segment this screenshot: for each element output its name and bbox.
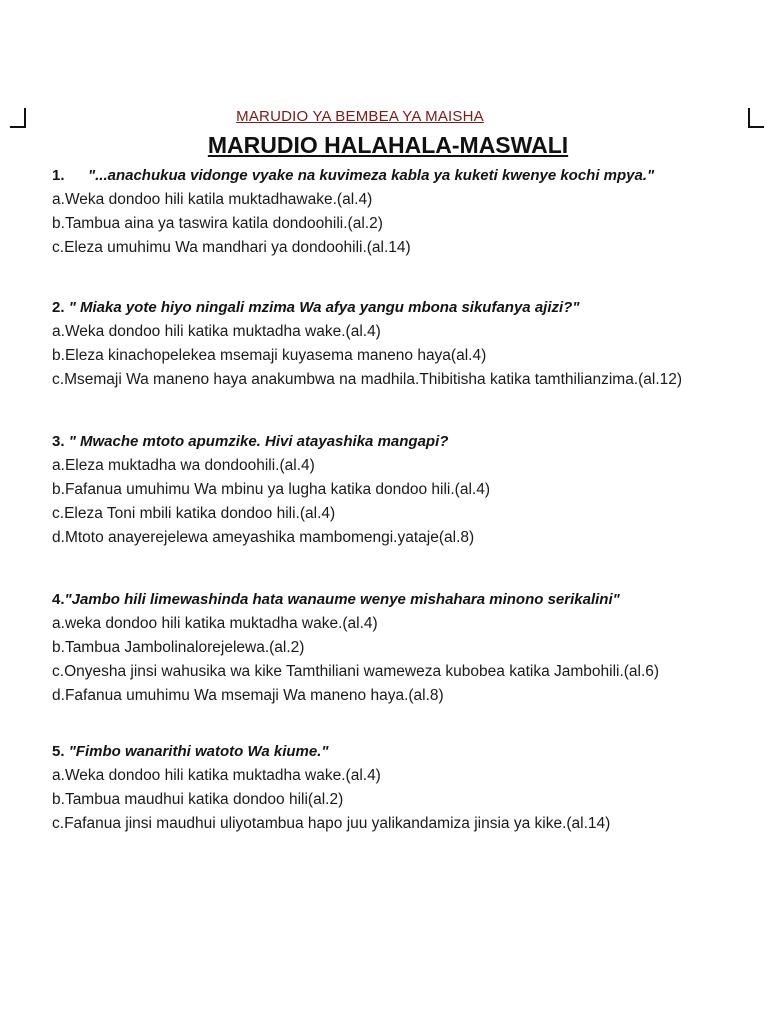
part-label: c. xyxy=(52,815,65,832)
question-quote: "...anachukua vidonge vyake na kuvimeza kabla ya kuketi kwenye kochi mpya." xyxy=(88,167,655,184)
question-part xyxy=(52,502,752,526)
question-part xyxy=(52,188,752,212)
part-text: Eleza muktadha wa dondoohili.(al.4) xyxy=(64,457,315,474)
part-text: weka dondoo hili katika muktadha wake.(al.4) xyxy=(64,615,378,632)
question-stem xyxy=(52,740,752,764)
part-text: Mtoto anayerejelewa ameyashika mambomengi.yataje(al.8) xyxy=(64,529,475,546)
question-stem xyxy=(52,164,752,188)
question-number: 4. xyxy=(52,591,65,608)
question-parts xyxy=(52,612,752,708)
part-label: b. xyxy=(52,347,65,364)
question-number: 2. xyxy=(52,299,65,316)
part-label: a. xyxy=(52,457,65,474)
question-parts xyxy=(52,188,752,260)
part-text: Weka dondoo hili katila muktadhawake.(al.4) xyxy=(64,191,373,208)
question-1 xyxy=(52,164,752,260)
part-text: Tambua maudhui katika dondoo hili(al.2) xyxy=(64,791,344,808)
question-part xyxy=(52,788,752,812)
part-text: Tambua Jambolinalorejelewa.(al.2) xyxy=(64,639,305,656)
question-part xyxy=(52,684,752,708)
question-part xyxy=(52,636,752,660)
part-text: Msemaji Wa maneno haya anakumbwa na madhila.Thibitisha katika tamthilianzima.(al.12) xyxy=(64,371,683,388)
question-stem xyxy=(52,588,752,612)
part-label: c. xyxy=(52,663,65,680)
question-parts xyxy=(52,320,752,392)
part-label: d. xyxy=(52,687,65,704)
question-part xyxy=(52,764,752,788)
part-text: Fafanua jinsi maudhui uliyotambua hapo juu yalikandamiza jinsia ya kike.(al.14) xyxy=(64,815,611,832)
question-part xyxy=(52,660,752,684)
question-quote: "Fimbo wanarithi watoto Wa kiume." xyxy=(68,743,329,760)
question-4 xyxy=(52,588,752,708)
part-text: Eleza kinachopelekea msemaji kuyasema maneno haya(al.4) xyxy=(64,347,487,364)
part-text: Weka dondoo hili katika muktadha wake.(al.4) xyxy=(64,323,381,340)
part-text: Eleza umuhimu Wa mandhari ya dondoohili.(al.14) xyxy=(64,239,411,256)
part-label: b. xyxy=(52,215,65,232)
part-label: a. xyxy=(52,323,65,340)
document-subtitle: MARUDIO YA BEMBEA YA MAISHA xyxy=(236,108,484,125)
document-title: MARUDIO HALAHALA-MASWALI xyxy=(207,132,569,158)
question-part xyxy=(52,612,752,636)
question-part xyxy=(52,368,752,392)
question-parts xyxy=(52,764,752,836)
part-label: c. xyxy=(52,239,65,256)
question-part xyxy=(52,812,752,836)
question-quote: "Jambo hili limewashinda hata wanaume wenye mishahara minono serikalini" xyxy=(64,591,620,608)
question-3 xyxy=(52,430,752,550)
question-2 xyxy=(52,296,752,392)
part-label: b. xyxy=(52,481,65,498)
question-stem xyxy=(52,296,752,320)
question-part xyxy=(52,526,752,550)
part-label: c. xyxy=(52,371,65,388)
question-part xyxy=(52,478,752,502)
question-part xyxy=(52,320,752,344)
part-text: Eleza Toni mbili katika dondoo hili.(al.4) xyxy=(64,505,336,522)
part-text: Fafanua umuhimu Wa mbinu ya lugha katika dondoo hili.(al.4) xyxy=(64,481,490,498)
part-label: a. xyxy=(52,191,65,208)
question-part xyxy=(52,454,752,478)
question-5 xyxy=(52,740,752,836)
crop-mark-right xyxy=(748,108,764,128)
question-quote: " Mwache mtoto apumzike. Hivi atayashika mangapi? xyxy=(68,433,449,450)
part-text: Fafanua umuhimu Wa msemaji Wa maneno haya.(al.8) xyxy=(64,687,444,704)
question-stem xyxy=(52,430,752,454)
question-part xyxy=(52,236,752,260)
question-part xyxy=(52,344,752,368)
question-parts xyxy=(52,454,752,550)
part-label: d. xyxy=(52,529,65,546)
part-text: Tambua aina ya taswira katila dondoohili.(al.2) xyxy=(64,215,383,232)
part-label: c. xyxy=(52,505,65,522)
part-text: Onyesha jinsi wahusika wa kike Tamthiliani wameweza kubobea katika Jambohili.(al.6) xyxy=(64,663,660,680)
part-label: b. xyxy=(52,791,65,808)
part-label: a. xyxy=(52,615,65,632)
part-label: a. xyxy=(52,767,65,784)
question-part xyxy=(52,212,752,236)
question-quote: " Miaka yote hiyo ningali mzima Wa afya yangu mbona sikufanya ajizi?" xyxy=(68,299,580,316)
question-number: 3. xyxy=(52,433,65,450)
question-number: 5. xyxy=(52,743,65,760)
part-text: Weka dondoo hili katika muktadha wake.(al.4) xyxy=(64,767,381,784)
part-label: b. xyxy=(52,639,65,656)
question-list xyxy=(52,164,752,836)
question-number: 1. xyxy=(52,167,65,184)
